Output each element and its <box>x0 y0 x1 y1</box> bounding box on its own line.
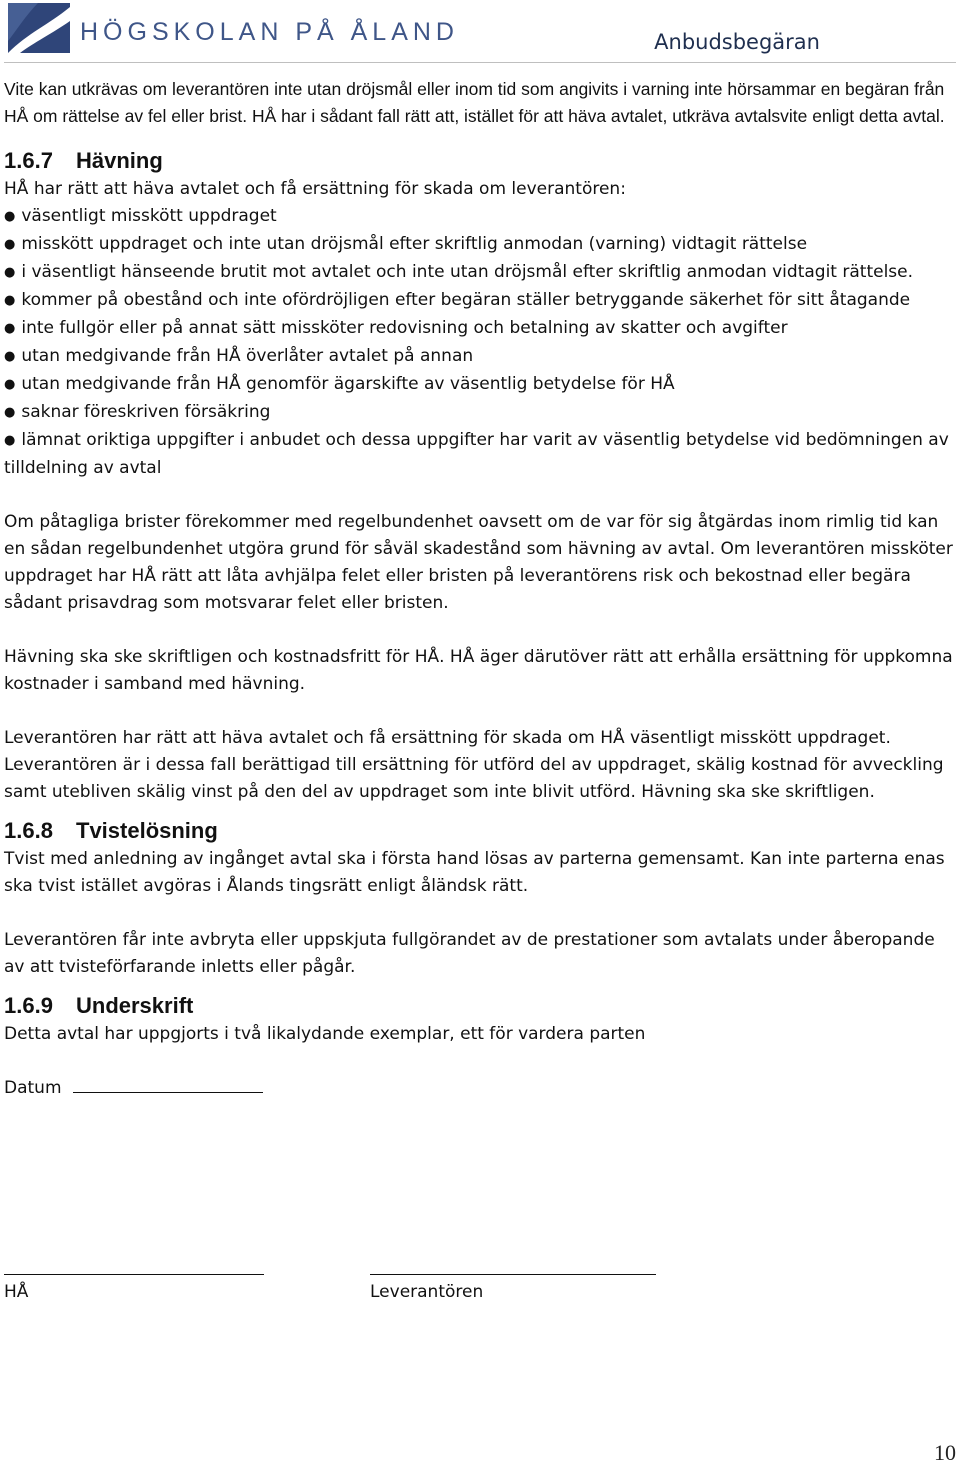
list-item: ● inte fullgör eller på annat sätt missköter redovisning och betalning av skatter och avgifter <box>4 318 788 338</box>
bullet-icon: ● <box>4 237 16 252</box>
school-name-logo: HÖGSKOLAN PÅ ÅLAND <box>80 18 459 46</box>
section-number: 1.6.7 <box>4 148 53 173</box>
list-item: ● lämnat oriktiga uppgifter i anbudet och dessa uppgifter har varit av väsentlig betydelse vid bedömningen av tilldelning av avtal <box>4 430 949 478</box>
section-number: 1.6.8 <box>4 818 53 843</box>
bullet-icon: ● <box>4 265 16 280</box>
list-item: ● kommer på obestånd och inte ofördröjligen efter begäran ställer betryggande säkerhet för sitt åtagande <box>4 290 911 310</box>
page-header <box>0 0 960 62</box>
school-logo-icon <box>8 3 70 53</box>
bullet-icon: ● <box>4 433 16 448</box>
section-number: 1.6.9 <box>4 993 53 1018</box>
section-heading-underskrift <box>4 991 956 1021</box>
section-heading-havning <box>4 146 956 176</box>
section-title: Underskrift <box>76 993 194 1018</box>
list-item: ● misskött uppdraget och inte utan dröjsmål efter skriftlig anmodan (varning) vidtagit rättelse <box>4 234 808 254</box>
document-body <box>4 76 956 1102</box>
body-paragraph: Leverantören får inte avbryta eller uppskjuta fullgörandet av de prestationer som avtalats under åberopande av att tvisteförfarande inletts eller pågår. <box>4 930 935 977</box>
bullet-icon: ● <box>4 321 16 336</box>
section-lead: HÅ har rätt att häva avtalet och få ersättning för skada om leverantören: <box>4 179 626 199</box>
list-item: ● i väsentligt hänseende brutit mot avtalet och inte utan dröjsmål efter skriftlig anmodan vidtagit rättelse. <box>4 262 914 282</box>
list-item: ● utan medgivande från HÅ överlåter avtalet på annan <box>4 346 474 366</box>
signature-lead: Detta avtal har uppgjorts i två likalydande exemplar, ett för vardera parten <box>4 1024 646 1044</box>
document-title: Anbudsbegäran <box>654 30 820 54</box>
bullet-icon: ● <box>4 377 16 392</box>
body-paragraph: Om påtagliga brister förekommer med regelbundenhet oavsett om de var för sig åtgärdas inom rimlig tid kan en sådan regelbundenhet utgöra grund för såväl skadestånd som hävning av avtal. Om leverantören missköter uppdraget har HÅ rätt att låta avhjälpa felet eller bristen på leverantörens risk och bekostnad eller begära sådant prisavdrag som motsvarar felet eller bristen. <box>4 512 953 613</box>
signature-line <box>370 1262 656 1275</box>
intro-paragraph: Vite kan utkrävas om leverantören inte utan dröjsmål eller inom tid som angivits i varning inte hörsammar en begäran från HÅ om rättelse av fel eller brist. HÅ har i sådant fall rätt att, istället för att häva avtalet, utkräva avtalsvite enligt detta avtal. <box>4 79 945 126</box>
body-paragraph: Tvist med anledning av ingånget avtal ska i första hand lösas av parterna gemensamt. Kan inte parterna enas ska tvist istället avgöras i Ålands tingsrätt enligt åländsk rätt. <box>4 849 945 896</box>
section-heading-tvistelosning <box>4 816 956 846</box>
section-title: Tvistelösning <box>76 818 218 843</box>
list-item: ● utan medgivande från HÅ genomför ägarskifte av väsentlig betydelse för HÅ <box>4 374 675 394</box>
termination-grounds-list <box>4 203 956 482</box>
body-paragraph: Hävning ska ske skriftligen och kostnadsfritt för HÅ. HÅ äger därutöver rätt att erhålla ersättning för uppkomna kostnader i samband med hävning. <box>4 647 953 694</box>
bullet-icon: ● <box>4 293 16 308</box>
bullet-icon: ● <box>4 349 16 364</box>
signature-ha <box>4 1262 264 1306</box>
party-label: HÅ <box>4 1282 29 1302</box>
list-item: ● väsentligt misskött uppdraget <box>4 206 277 226</box>
signature-block <box>4 1262 704 1312</box>
bullet-icon: ● <box>4 405 16 420</box>
date-row <box>4 1075 956 1102</box>
signature-line <box>4 1262 264 1275</box>
page-number: 10 <box>934 1440 956 1465</box>
date-label: Datum <box>4 1078 62 1098</box>
bullet-icon: ● <box>4 209 16 224</box>
date-line <box>73 1091 263 1093</box>
signature-leverantoren <box>370 1262 656 1306</box>
section-title: Hävning <box>76 148 163 173</box>
party-label: Leverantören <box>370 1282 484 1302</box>
header-divider <box>4 62 956 63</box>
body-paragraph: Leverantören har rätt att häva avtalet och få ersättning för skada om HÅ väsentligt misskött uppdraget. Leverantören är i dessa fall berättigad till ersättning för utförd del av uppdraget, skälig kostnad för avveckling samt utebliven skälig vinst på den del av uppdraget som inte blivit utförd. Hävning ska ske skriftligen. <box>4 728 944 802</box>
list-item: ● saknar föreskriven försäkring <box>4 402 271 422</box>
